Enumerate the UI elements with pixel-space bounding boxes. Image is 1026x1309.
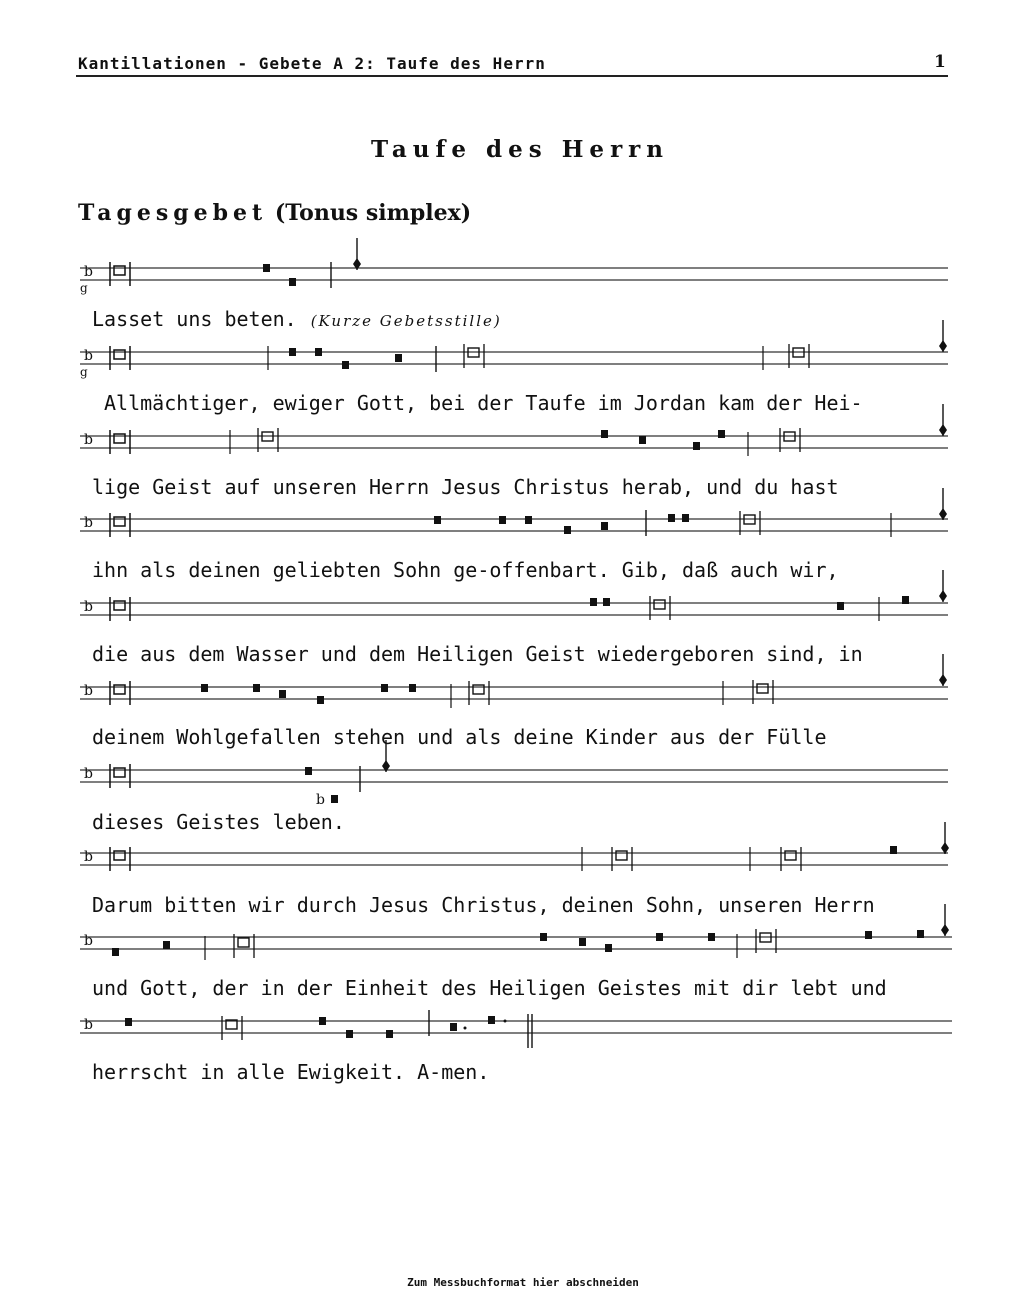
lyric-line-10: herrscht in alle Ewigkeit. A-men.: [92, 1060, 490, 1084]
punctum-note: [605, 944, 612, 952]
flat-sign: b: [316, 792, 325, 808]
punctum-note: [865, 931, 872, 939]
punctum-note: [525, 516, 532, 524]
punctum-note: [386, 1030, 393, 1038]
clef-box: [114, 685, 125, 694]
recitation-box: [616, 851, 627, 860]
end-diamond: [939, 508, 947, 520]
clef-box: [114, 434, 125, 443]
punctum-note: [315, 348, 322, 356]
flat-sign: b: [84, 933, 93, 949]
punctum-note: [708, 933, 715, 941]
punctum-note: [125, 1018, 132, 1026]
flat-sign: b: [84, 348, 93, 364]
section-title-main: Tagesgebet: [78, 200, 268, 226]
punctum-note: [305, 767, 312, 775]
cut-line-note: Zum Messbuchformat hier abschneiden: [407, 1276, 639, 1289]
flat-sign: b: [84, 766, 93, 782]
punctum-note: [902, 596, 909, 604]
punctum-note: [434, 516, 441, 524]
punctum-note: [395, 354, 402, 362]
punctum-note: [112, 948, 119, 956]
recitation-box: [654, 600, 665, 609]
punctum-note: [590, 598, 597, 606]
punctum-note: [601, 430, 608, 438]
flat-sign: b: [84, 432, 93, 448]
lyric-line-8: Darum bitten wir durch Jesus Christus, deinen Sohn, unseren Herrn: [92, 893, 875, 917]
punctum-note: [279, 690, 286, 698]
recitation-box: [757, 684, 768, 693]
lyric-line-2: Allmächtiger, ewiger Gott, bei der Taufe im Jordan kam der Hei-: [104, 391, 863, 415]
punctum-note: [718, 430, 725, 438]
flat-sign: b: [84, 515, 93, 531]
punctum-note: [603, 598, 610, 606]
punctum-note: [381, 684, 388, 692]
mora-dot: [504, 1020, 507, 1023]
lyric-line-7: dieses Geistes leben.: [92, 810, 345, 834]
punctum-note: [917, 930, 924, 938]
clef-box: [114, 851, 125, 860]
punctum-note: [289, 278, 296, 286]
clef-box: [114, 350, 125, 359]
flat-sign: b: [84, 264, 93, 280]
header-title: Kantillationen - Gebete A 2: Taufe des Herrn: [78, 54, 546, 73]
punctum-note: [668, 514, 675, 522]
flat-sign: b: [84, 599, 93, 615]
punctum-note: [601, 522, 608, 530]
punctum-note: [540, 933, 547, 941]
lyric-line-1: [92, 307, 502, 331]
punctum-note: [346, 1030, 353, 1038]
end-diamond: [941, 924, 949, 936]
lyric-line-4: ihn als deinen geliebten Sohn ge-offenbart. Gib, daß auch wir,: [92, 558, 839, 582]
punctum-note: [682, 514, 689, 522]
page-number: 1: [934, 52, 946, 72]
punctum-note: [890, 846, 897, 854]
punctum-note: [263, 264, 270, 272]
clef-box: [114, 601, 125, 610]
clef-box: [114, 517, 125, 526]
punctum-note: [639, 436, 646, 444]
section-title-sub: (Tonus simplex): [274, 200, 472, 226]
punctum-note: [450, 1023, 457, 1031]
punctum-note: [837, 602, 844, 610]
flat-sign: b: [84, 1017, 93, 1033]
lyric-text: Lasset uns beten.: [92, 307, 297, 331]
lyric-annotation: (Kurze Gebetsstille): [310, 312, 502, 330]
end-diamond: [939, 340, 947, 352]
punctum-note: [409, 684, 416, 692]
end-diamond: [939, 590, 947, 602]
clef-label: g: [80, 281, 88, 295]
lyric-line-5: die aus dem Wasser und dem Heiligen Geist wiedergeboren sind, in: [92, 642, 863, 666]
clef-box: [114, 266, 125, 275]
punctum-note: [564, 526, 571, 534]
clef-box: [114, 768, 125, 777]
punctum-note: [289, 348, 296, 356]
end-diamond: [939, 674, 947, 686]
end-diamond: [939, 424, 947, 436]
punctum-note: [201, 684, 208, 692]
punctum-note: [499, 516, 506, 524]
punctum-note: [163, 941, 170, 949]
flat-sign: b: [84, 683, 93, 699]
punctum-note: [319, 1017, 326, 1025]
lyric-line-3: lige Geist auf unseren Herrn Jesus Christus herab, und du hast: [92, 475, 839, 499]
punctum-note: [693, 442, 700, 450]
lyric-line-9: und Gott, der in der Einheit des Heiligen Geistes mit dir lebt und: [92, 976, 887, 1000]
flat-sign: b: [84, 849, 93, 865]
end-diamond: [941, 842, 949, 854]
punctum-note: [488, 1016, 495, 1024]
punctum-note: [317, 696, 324, 704]
punctum-note: [342, 361, 349, 369]
recitation-box: [238, 938, 249, 947]
punctum-note: [656, 933, 663, 941]
clef-label: g: [80, 365, 88, 379]
recitation-box: [473, 685, 484, 694]
mora-dot: [464, 1027, 467, 1030]
punctum-note: [331, 795, 338, 803]
punctum-note: [579, 938, 586, 946]
punctum-note: [253, 684, 260, 692]
page-title: Taufe des Herrn: [370, 136, 670, 163]
lyric-line-6: deinem Wohlgefallen stehen und als deine Kinder aus der Fülle: [92, 725, 827, 749]
recitation-box: [785, 851, 796, 860]
